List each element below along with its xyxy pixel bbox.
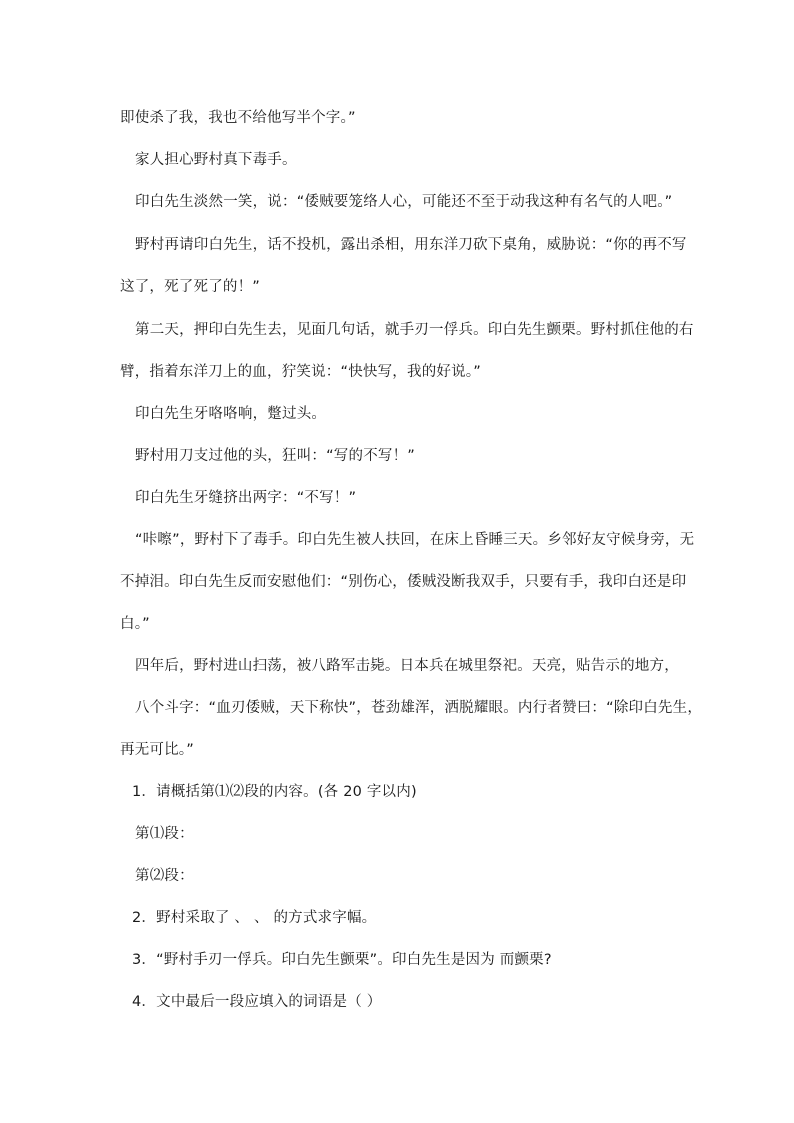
story-line: “咔嚓”，野村下了毒手。印白先生被人扶回，在床上昏睡三天。乡邻好友守候身旁，无 bbox=[135, 532, 695, 548]
question-1: 1．请概括第⑴⑵段的内容。(各 20 字以内) bbox=[132, 784, 417, 800]
story-line: 印白先生淡然一笑，说：“倭贼要笼络人心，可能还不至于动我这种有名气的人吧。” bbox=[135, 194, 673, 210]
story-line: 四年后，野村进山扫荡，被八路军击毙。日本兵在城里祭祀。天亮，贴告示的地方， bbox=[135, 658, 679, 674]
question-4: 4．文中最后一段应填入的词语是（ ） bbox=[132, 994, 382, 1010]
answer-label-para-1: 第⑴段： bbox=[135, 826, 194, 842]
story-line: 家人担心野村真下毒手。 bbox=[135, 152, 297, 168]
question-2: 2．野村采取了 、 、 的方式求字幅。 bbox=[132, 910, 377, 926]
story-line: 第二天，押印白先生去，见面几句话，就手刃一俘兵。印白先生颤栗。野村抓住他的右 bbox=[135, 322, 694, 338]
story-line: 印白先生牙缝挤出两字：“不写！” bbox=[135, 490, 357, 506]
story-line: 即使杀了我，我也不给他写半个字。” bbox=[120, 110, 356, 126]
answer-label-para-2: 第⑵段： bbox=[135, 868, 194, 884]
story-line: 臂，指着东洋刀上的血，狞笑说：“快快写，我的好说。” bbox=[120, 364, 481, 380]
story-line: 野村用刀支过他的头，狂叫：“写的不写！” bbox=[135, 448, 416, 464]
story-line: 野村再请印白先生，话不投机，露出杀相，用东洋刀砍下桌角，威胁说：“你的再不写 bbox=[135, 237, 687, 253]
story-line: 不掉泪。印白先生反而安慰他们：“别伤心，倭贼没断我双手，只要有手，我印白还是印 bbox=[120, 574, 687, 590]
story-line: 再无可比。” bbox=[120, 742, 194, 758]
story-line: 这了，死了死了的！” bbox=[120, 279, 261, 295]
question-3: 3．“野村手刃一俘兵。印白先生颤栗”。印白先生是因为 而颤栗? bbox=[132, 952, 552, 968]
story-line: 八个斗字：“血刃倭贼，天下称快”，苍劲雄浑，洒脱耀眼。内行者赞曰：“除印白先生， bbox=[135, 700, 703, 716]
story-line: 白。” bbox=[120, 616, 150, 632]
story-line: 印白先生牙咯咯响，蹩过头。 bbox=[135, 406, 327, 422]
